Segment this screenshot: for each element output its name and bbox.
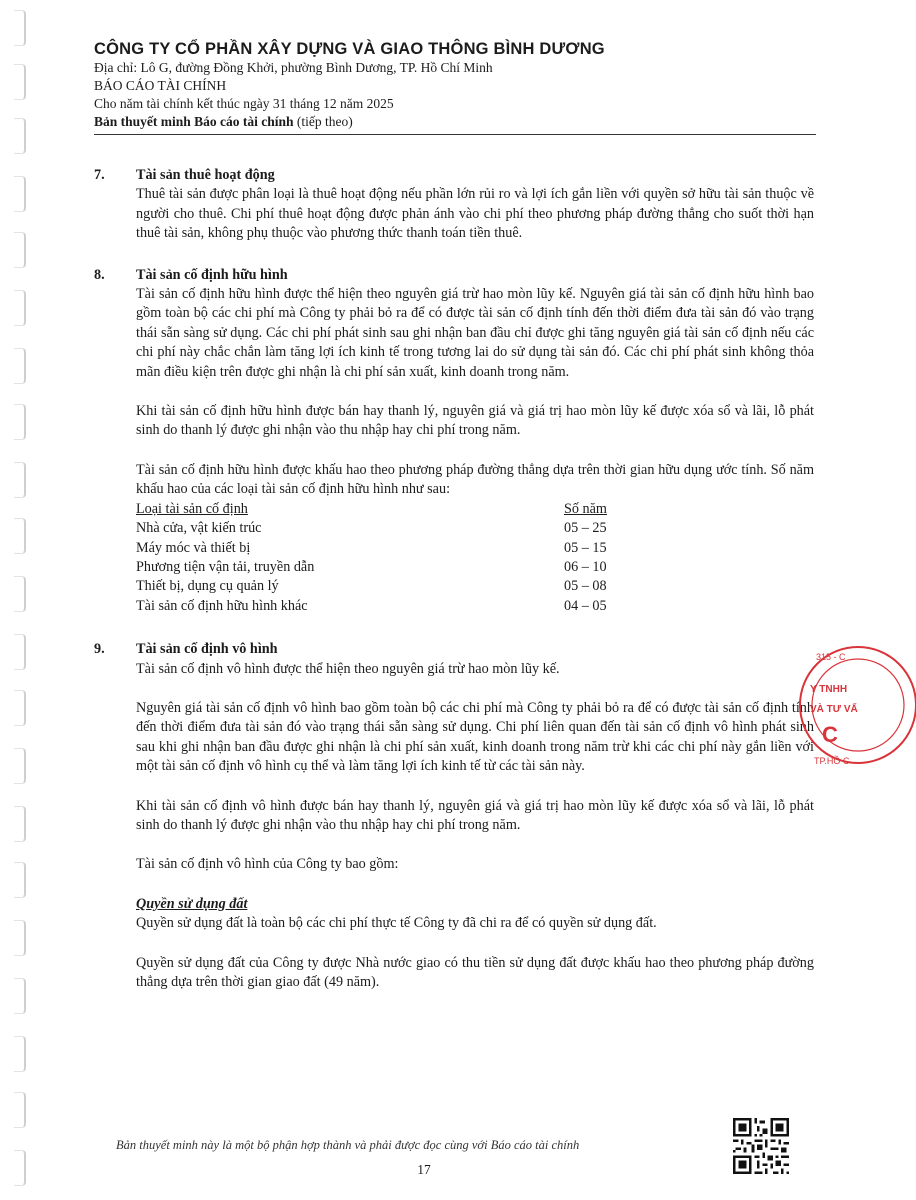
table-row [136, 558, 624, 577]
column-header-asset-type: Loại tài sản cố định [136, 500, 248, 517]
asset-type-cell: Máy móc và thiết bị [136, 539, 251, 556]
table-row [136, 539, 624, 558]
table-header-row [136, 500, 624, 519]
years-cell: 04 – 05 [564, 597, 607, 614]
section-9-heading [94, 640, 814, 659]
stamp-text-line3: VÀ TƯ VẤ [810, 704, 858, 715]
paragraph: Tài sản cố định hữu hình được thể hiện theo nguyên giá trừ hao mòn lũy kế. Nguyên giá tài sản cố định hữu hình bao gồm toàn bộ các chi phí mà Công ty phải bỏ ra để có được tài sản cố định tính đến thời điểm đưa tài sản đó vào trạng thái sẵn sàng sử dụng. Các chi phí phát sinh sau ghi nhận ban đầu chỉ được ghi tăng nguyên giá tài sản cố định nếu các chi phí này chắc chắn làm tăng lợi ích kinh tế trong tương lai do sử dụng tài sản đó. Các chi phí phát sinh không thỏa mãn điều kiện trên được ghi nhận là chi phí sản xuất, kinh doanh trong năm. [136, 286, 814, 380]
years-cell: 05 – 25 [564, 520, 607, 537]
subsection-title: Quyền sử dụng đất [136, 895, 248, 912]
asset-type-cell: Nhà cửa, vật kiến trúc [136, 520, 262, 537]
section-8-body [94, 285, 814, 616]
years-cell: 06 – 10 [564, 558, 607, 575]
paragraph: Quyền sử dụng đất của Công ty được Nhà nước giao có thu tiền sử dụng đất được khấu hao theo phương pháp đường thẳng dựa trên thời gian giao đất (49 năm). [136, 954, 814, 990]
paragraph: Tài sản cố định hữu hình được khấu hao theo phương pháp đường thẳng dựa trên thời gian hữu dụng ước tính. Số năm khấu hao của các loại tài sản cố định hữu hình như sau: [136, 461, 814, 498]
paragraph: Tài sản cố định vô hình được thể hiện theo nguyên giá trừ hao mòn lũy kế. [136, 660, 560, 677]
depreciation-table [136, 500, 624, 616]
report-period: Cho năm tài chính kết thúc ngày 31 tháng 12 năm 2025 [94, 96, 394, 111]
stamp-text-line1: 315 - C [816, 652, 846, 662]
stamp-text-line5: TP.HỒ C [814, 756, 850, 766]
paragraph: Tài sản cố định vô hình của Công ty bao gồm: [136, 856, 399, 873]
company-name: CÔNG TY CỔ PHẦN XÂY DỰNG VÀ GIAO THÔNG BÌNH DƯƠNG [94, 40, 605, 58]
column-header-years: Số năm [564, 500, 607, 517]
years-cell: 05 – 08 [564, 578, 607, 595]
paragraph: Nguyên giá tài sản cố định vô hình bao gồm toàn bộ các chi phí mà Công ty phải bỏ ra để có được tài sản cố định tính đến thời điểm đưa tài sản đó vào trạng thái sẵn sàng sử dụng. Chi phí liên quan đến tài sản cố định vô hình phát sinh sau khi ghi nhận ban đầu được ghi nhận là chi phí sản xuất, kinh doanh trong năm trừ khi các chi phí này gắn liền với một tài sản cố định vô hình cụ thể và làm tăng lợi ích kinh tế từ các tài sản này. [136, 699, 814, 775]
notes-title-bold: Bản thuyết minh Báo cáo tài chính [94, 114, 294, 129]
section-8-heading [94, 266, 814, 285]
asset-type-cell: Tài sản cố định hữu hình khác [136, 597, 308, 614]
table-row [136, 597, 624, 616]
company-address: Địa chỉ: Lô G, đường Đồng Khởi, phường Bình Dương, TP. Hồ Chí Minh [94, 60, 493, 75]
paragraph: Khi tài sản cố định vô hình được bán hay thanh lý, nguyên giá và giá trị hao mòn lũy kế được xóa sổ và lãi, lỗ phát sinh do thanh lý được ghi nhận vào thu nhập hay chi phí trong năm. [136, 797, 814, 833]
paragraph: Quyền sử dụng đất là toàn bộ các chi phí thực tế Công ty đã chi ra để có quyền sử dụng đất. [136, 915, 657, 932]
document-body [94, 166, 814, 992]
report-title: BÁO CÁO TÀI CHÍNH [94, 78, 227, 93]
table-row [136, 577, 624, 596]
notes-title [94, 113, 814, 131]
section-7-heading [94, 166, 814, 185]
section-7-body [94, 185, 814, 243]
notes-title-continued: (tiếp theo) [296, 114, 353, 129]
stamp-text-line2: Y TNHH [810, 684, 848, 695]
years-cell: 05 – 15 [564, 539, 607, 556]
header-divider [94, 134, 816, 135]
footer-note: Bản thuyết minh này là một bộ phận hợp thành và phải được đọc cùng với Báo cáo tài chính [116, 1138, 580, 1152]
section-number: 8. [94, 266, 105, 283]
qr-code [733, 1118, 789, 1174]
paragraph: Thuê tài sản được phân loại là thuê hoạt động nếu phần lớn rủi ro và lợi ích gắn liền với quyền sở hữu tài sản thuộc về người cho thuê. Chi phí thuê hoạt động được phản ánh vào chi phí theo phương pháp đường thẳng cho suốt thời hạn thuê tài sản, không phụ thuộc vào phương thức thanh toán tiền thuê. [136, 186, 814, 242]
section-title: Tài sản cố định vô hình [136, 641, 278, 658]
document-header [94, 40, 814, 131]
stamp-text-line4: C [822, 722, 838, 747]
asset-type-cell: Thiết bị, dụng cụ quản lý [136, 578, 279, 595]
company-stamp [796, 630, 916, 780]
table-row [136, 519, 624, 538]
section-title: Tài sản cố định hữu hình [136, 266, 288, 283]
section-title: Tài sản thuê hoạt động [136, 167, 275, 183]
paragraph: Khi tài sản cố định hữu hình được bán hay thanh lý, nguyên giá và giá trị hao mòn lũy kế được xóa sổ và lãi, lỗ phát sinh do thanh lý được ghi nhận vào thu nhập hay chi phí trong năm. [136, 403, 814, 439]
section-9-body [94, 660, 814, 993]
binder-margin [6, 0, 32, 1200]
asset-type-cell: Phương tiện vận tải, truyền dẫn [136, 558, 315, 575]
section-number: 9. [94, 641, 105, 658]
section-number: 7. [94, 167, 105, 183]
page-number: 17 [417, 1162, 431, 1177]
